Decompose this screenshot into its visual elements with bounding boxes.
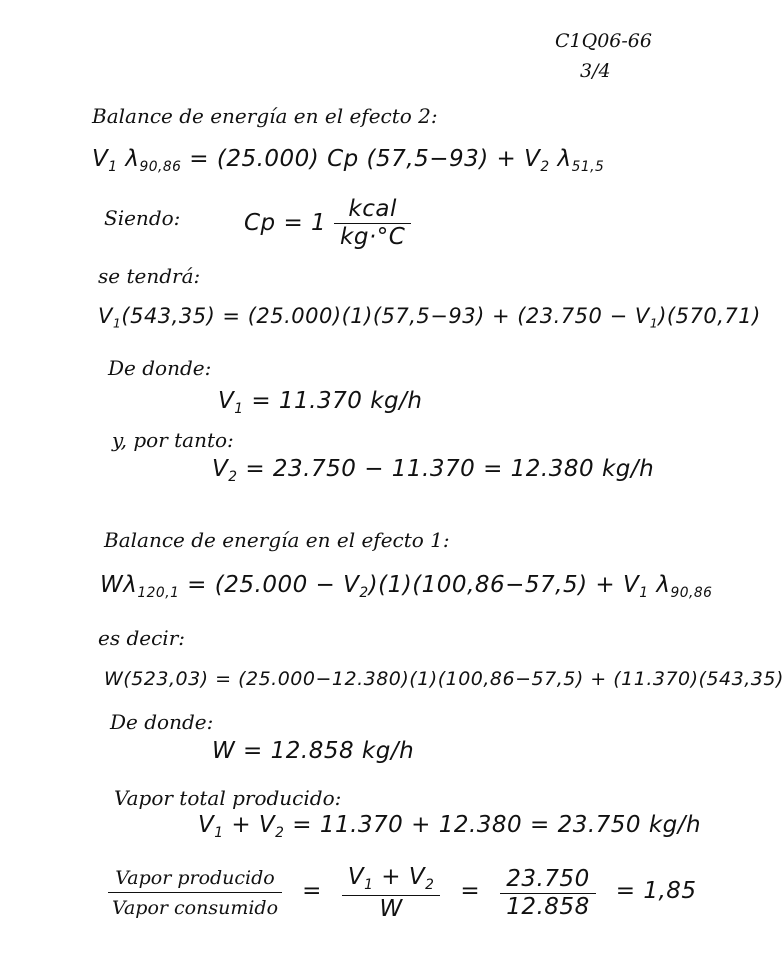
ratio-words-fraction: $\frac{\text{Vapor producido}}{\text{Vapor consumido}}$ bbox=[108, 869, 282, 918]
effect1-substituted-equation: W(523,03) = (25.000−12.380)(1)(100,86−57,5) + (11.370)(543,35) bbox=[104, 668, 784, 690]
ratio-values-fraction: $\frac{23.750}{12.858}$ bbox=[500, 868, 595, 919]
ratio-symbols-fraction: $\frac{V_1 + V_2}{W}$ bbox=[342, 866, 440, 921]
cp-definition: Cp = 1 $\frac{\text{kcal}}{kg\cdot^\circ C}$ bbox=[244, 198, 411, 249]
por-tanto-label: y, por tanto: bbox=[112, 428, 234, 452]
effect2-heading: Balance de energía en el efecto 2: bbox=[92, 104, 438, 128]
siendo-label: Siendo: bbox=[104, 206, 181, 230]
ratio-equation: $\frac{\text{Vapor producido}}{\text{Vapor consumido}}$ = $\frac{V_1 + V_2}{W}$ = $\frac{23.750}{12.858}$ = 1,85 bbox=[108, 866, 697, 921]
de-donde-label-2: De donde: bbox=[110, 710, 214, 734]
effect2-energy-equation: $V_1$ $\lambda_{90,86} = (25.000)$ Cp $(57,5-93) + V_2$ $\lambda_{51,5}$ bbox=[92, 146, 605, 175]
effect1-energy-equation: $W\lambda_{120,1} = (25.000 - V_2)(1)(100,86-57,5) + V_1$ $\lambda_{90,86}$ bbox=[100, 572, 713, 601]
vapor-total-label: Vapor total producido: bbox=[114, 786, 342, 810]
vapor-total-equation: $V_1 + V_2 = 11.370 + 12.380 = 23.750$ kg/h bbox=[198, 812, 702, 841]
es-decir-label: es decir: bbox=[98, 626, 185, 650]
effect1-heading: Balance de energía en el efecto 1: bbox=[104, 528, 450, 552]
page-number: 3/4 bbox=[580, 60, 611, 82]
v2-result: $V_2 = 23.750 - 11.370 = 12.380$ kg/h bbox=[212, 456, 655, 485]
w-result: W = 12.858 kg/h bbox=[212, 738, 415, 764]
se-tendra-label: se tendrá: bbox=[98, 264, 201, 288]
v1-result: $V_1 = 11.370$ kg/h bbox=[218, 388, 423, 417]
de-donde-label-1: De donde: bbox=[108, 356, 212, 380]
cp-unit-fraction: $\frac{\text{kcal}}{kg\cdot^\circ C}$ bbox=[334, 198, 411, 249]
document-code: C1Q06-66 bbox=[555, 30, 652, 52]
ratio-result: = 1,85 bbox=[615, 878, 697, 905]
effect2-substituted-equation: $V_1(543,35) = (25.000)(1)(57,5-93) + (23.750 - V_1)(570,71)$ bbox=[98, 304, 761, 331]
